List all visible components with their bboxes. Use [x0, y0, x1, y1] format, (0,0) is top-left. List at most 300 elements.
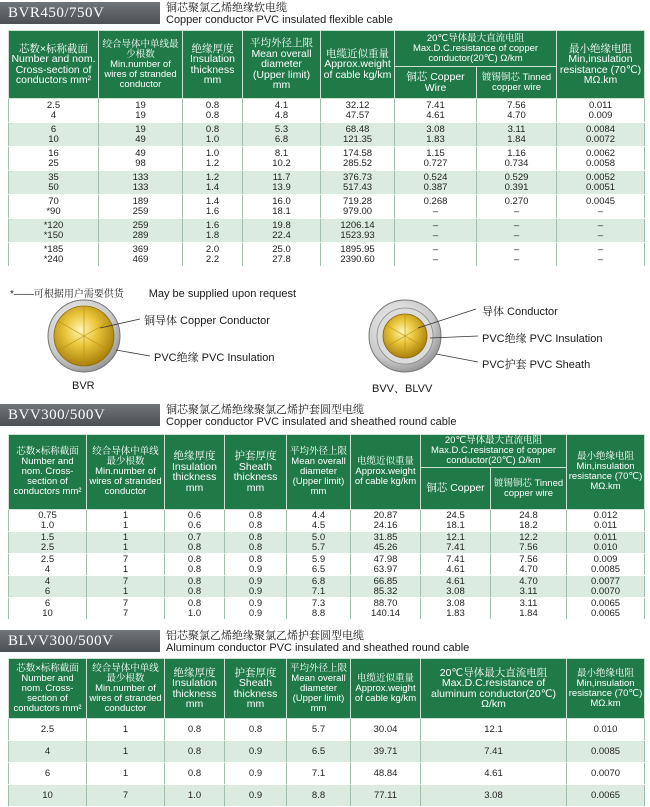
cell-value: 0.268: [423, 196, 448, 207]
cell-value: 0.6: [187, 510, 202, 521]
cell-value: 121.35: [342, 133, 373, 145]
cell-value: 0.8: [248, 532, 263, 543]
table-row: [9, 123, 645, 147]
table-cell: [9, 532, 87, 554]
cell-value: 0.9: [248, 563, 263, 575]
cell-value: 0.0070: [590, 585, 621, 597]
cell-value: –: [597, 253, 604, 265]
table-cell: [491, 532, 567, 554]
table-cell: [477, 171, 557, 195]
cell-value: 3.11: [519, 598, 538, 609]
cell-value: 4.8: [274, 109, 289, 121]
table-row: [9, 195, 645, 219]
cell-value: 174.58: [342, 148, 373, 159]
cell-value: 1.2: [205, 172, 220, 183]
cell-value: 1.0: [187, 607, 202, 619]
cell-value: 0.010: [593, 541, 618, 553]
table-cell: 0.9: [225, 763, 287, 785]
cell-value: 25: [48, 157, 59, 169]
table-cell: [491, 510, 567, 532]
table-cell: 0.0070: [567, 763, 645, 785]
bvv-cross-section: [369, 300, 478, 372]
cell-value: 0.7: [187, 532, 202, 543]
cell-value: 5.9: [311, 554, 326, 565]
table-cell: [243, 147, 321, 171]
cell-value: –: [513, 220, 520, 231]
cell-value: –: [513, 244, 520, 255]
table-cell: [491, 576, 567, 598]
cell-value: 2.5: [46, 100, 61, 111]
table-cell: [9, 147, 99, 171]
cell-value: 7.41: [446, 554, 465, 565]
table-cell: [567, 510, 645, 532]
cell-value: 20.87: [373, 510, 398, 521]
cell-value: 0.8: [187, 541, 202, 553]
table-cell: [243, 195, 321, 219]
cell-value: 7.1: [311, 585, 326, 597]
table-cell: [421, 532, 491, 554]
table-cell: 10: [9, 785, 87, 807]
table-cell: [9, 99, 99, 123]
table-cell: [477, 219, 557, 243]
header-min-wires: 绞合导体中单线最少根数 Min.number of wires of stranded conductor: [87, 435, 165, 510]
table-cell: [87, 576, 165, 598]
cell-value: 27.8: [272, 253, 291, 265]
cell-value: 7: [122, 607, 129, 619]
cell-value: 1.0: [40, 519, 55, 531]
cell-value: 19: [135, 109, 146, 121]
table-cell: [87, 554, 165, 576]
table-cell: [351, 554, 421, 576]
table-cell: [225, 510, 287, 532]
header-dc-resistance: 20℃导体最大直流电阻 Max.D.C.resistance of copper conductor(20℃) Ω/km: [421, 435, 567, 468]
table-cell: [165, 532, 225, 554]
cell-value: 35: [48, 172, 59, 183]
table-cell: [491, 554, 567, 576]
section-title-cn: 铜芯聚氯乙烯绝缘软电缆: [166, 2, 287, 14]
cell-value: 8.8: [311, 607, 326, 619]
table-cell: 0.8: [225, 719, 287, 741]
cell-value: 0.9: [248, 607, 263, 619]
cell-value: 2.5: [40, 541, 55, 553]
cell-value: 0.6: [187, 519, 202, 531]
cell-value: 0.0065: [590, 607, 621, 619]
header-insulation-thickness: 绝缘厚度 Insulation thickness mm: [165, 659, 225, 719]
cell-value: –: [597, 220, 604, 231]
table-cell: 1: [87, 719, 165, 741]
cell-value: 979.00: [342, 205, 373, 217]
cell-value: 469: [132, 253, 149, 265]
cell-value: 1.83: [426, 133, 445, 145]
cell-value: 1: [122, 585, 129, 597]
cell-value: 1.6: [205, 205, 220, 217]
header-min-wires: 绞合导体中单线最少根数 Min.number of wires of stranded conductor: [99, 31, 183, 99]
section-blvv-header: [0, 630, 650, 656]
table-cell: [395, 147, 477, 171]
cell-value: 1.0: [205, 148, 220, 159]
table-cell: 30.04: [351, 719, 421, 741]
header-min-insulation-resistance: 最小绝缘电阻 Min,insulation resistance (70℃) MΩ.km: [567, 435, 645, 510]
table-cell: 2.5: [9, 719, 87, 741]
cell-value: 12.1: [446, 532, 465, 543]
table-cell: 8.8: [287, 785, 351, 807]
cell-value: 376.73: [342, 172, 373, 183]
cell-value: 66.85: [373, 576, 398, 587]
header-mean-diameter: 平均外径上限 Mean overall diameter (Upper limit) mm: [243, 31, 321, 99]
cell-value: 7.56: [507, 100, 526, 111]
table-cell: [351, 532, 421, 554]
cell-value: 0.011: [593, 532, 618, 543]
cell-value: 4.70: [507, 109, 526, 121]
table-cell: [421, 554, 491, 576]
cell-value: 0.8: [205, 124, 220, 135]
header-copper-wire: 铜芯 Copper Wire: [395, 67, 477, 99]
table-cell: [183, 171, 243, 195]
table-cell: 0.8: [165, 741, 225, 763]
bvr-cross-section: [48, 300, 150, 372]
table-cell: [183, 195, 243, 219]
cell-value: 6.5: [311, 563, 326, 575]
cell-value: 47.98: [373, 554, 398, 565]
cell-value: 3.08: [426, 124, 445, 135]
cell-value: 0.8: [248, 510, 263, 521]
table-cell: [9, 195, 99, 219]
section-badge: BLVV300/500V: [0, 630, 160, 652]
cell-value: 189: [132, 196, 149, 207]
cell-value: 0.0062: [585, 148, 616, 159]
header-tinned-copper-wire: 镀锡铜芯 Tinned copper wire: [477, 67, 557, 99]
cell-value: 7.56: [519, 541, 538, 553]
cell-value: 259: [132, 205, 149, 217]
cell-value: 6: [44, 598, 51, 609]
table-cell: [287, 510, 351, 532]
table-cell: 1: [87, 763, 165, 785]
supply-note-cn: *——可根据用户需要供货: [10, 289, 124, 300]
header-approx-weight: 电缆近似重量 Approx.weight of cable kg/km: [351, 435, 421, 510]
table-cell: [491, 598, 567, 620]
cell-value: 0.75: [38, 510, 57, 521]
cell-value: 4.61: [446, 563, 465, 575]
cell-value: 7.41: [426, 100, 445, 111]
bvr-label-insulation: PVC绝缘 PVC Insulation: [154, 352, 275, 364]
header-sheath-thickness: 护套厚度 Sheath thickness mm: [225, 659, 287, 719]
cell-value: 1.83: [446, 607, 465, 619]
cell-value: 0.391: [504, 181, 529, 193]
header-approx-weight: 电缆近似重量 Approx.weight of cable kg/km: [321, 31, 395, 99]
section-title-en: Aluminum conductor PVC insulated and sheathed round cable: [166, 642, 470, 654]
cell-value: 0.8: [205, 109, 220, 121]
cell-value: 0.0085: [590, 563, 621, 575]
table-cell: [9, 219, 99, 243]
cable-cross-section-diagrams: [0, 298, 650, 398]
table-cell: [287, 576, 351, 598]
cell-value: 85.32: [373, 585, 398, 597]
cell-value: 98: [135, 157, 146, 169]
table-cell: [165, 510, 225, 532]
cell-value: 1.84: [519, 607, 538, 619]
cell-value: –: [513, 205, 520, 217]
section-bvr-header: [0, 2, 650, 28]
cell-value: 7: [122, 598, 129, 609]
cell-value: –: [597, 244, 604, 255]
table-row: [9, 532, 645, 554]
header-insulation-thickness: 绝缘厚度 Insulation thickness mm: [183, 31, 243, 99]
cell-value: 19.8: [272, 220, 291, 231]
table-cell: [99, 243, 183, 267]
cell-value: 259: [132, 220, 149, 231]
cell-value: 1.2: [205, 157, 220, 169]
table-cell: [395, 219, 477, 243]
table-cell: [243, 123, 321, 147]
cell-value: *150: [43, 229, 64, 241]
cell-value: –: [432, 244, 439, 255]
section-badge: BVR450/750V: [0, 2, 160, 24]
header-approx-weight: 电缆近似重量 Approx.weight of cable kg/km: [351, 659, 421, 719]
cell-value: 6.8: [274, 133, 289, 145]
table-cell: [321, 171, 395, 195]
cell-value: –: [432, 229, 439, 241]
cell-value: 7: [122, 576, 129, 587]
cell-value: 0.8: [187, 554, 202, 565]
header-tinned-copper-wire: 镀锡铜芯 Tinned copper wire: [491, 468, 567, 510]
cell-value: 1.6: [205, 220, 220, 231]
cell-value: 3.08: [446, 598, 465, 609]
cell-value: 2.5: [40, 554, 55, 565]
bvv-label-conductor: 导体 Conductor: [482, 306, 558, 318]
table-cell: [567, 532, 645, 554]
cell-value: 1: [122, 510, 129, 521]
table-cell: [421, 576, 491, 598]
section-title-cn: 铜芯聚氯乙烯绝缘聚氯乙烯护套圆型电缆: [166, 404, 364, 416]
table-cell: [557, 123, 645, 147]
table-cell: 6: [9, 763, 87, 785]
table-cell: [87, 598, 165, 620]
cell-value: 4: [44, 576, 51, 587]
cell-value: 5.3: [274, 124, 289, 135]
cell-value: 0.524: [423, 172, 448, 183]
cell-value: 24.8: [519, 510, 538, 521]
cell-value: 13.9: [272, 181, 291, 193]
cell-value: 1.84: [507, 133, 526, 145]
cell-value: 50: [48, 181, 59, 193]
cell-value: *90: [46, 205, 61, 217]
cell-value: 1: [122, 519, 129, 531]
table-cell: 1.0: [165, 785, 225, 807]
cell-value: 19: [135, 100, 146, 111]
table-cell: 0.8: [165, 719, 225, 741]
table-cell: [351, 598, 421, 620]
table-cell: [99, 123, 183, 147]
cell-value: 285.52: [342, 157, 373, 169]
cell-value: 10.2: [272, 157, 291, 169]
table-cell: [9, 243, 99, 267]
table-cell: 3.08: [421, 785, 567, 807]
cell-value: 0.009: [588, 109, 613, 121]
cell-value: –: [597, 229, 604, 241]
table-cell: [9, 171, 99, 195]
table-cell: [477, 195, 557, 219]
table-row: [9, 719, 645, 741]
cell-value: 0.387: [423, 181, 448, 193]
cell-value: 1.5: [40, 532, 55, 543]
cell-value: 18.1: [272, 205, 291, 217]
header-min-insulation-resistance: 最小绝缘电阻 Min,insulation resistance (70℃) MΩ.km: [557, 31, 645, 99]
cell-value: 0.0058: [585, 157, 616, 169]
bvv-caption: BVV、BLVV: [372, 383, 433, 395]
cell-value: 0.0052: [585, 172, 616, 183]
bvr-caption: BVR: [72, 380, 95, 392]
table-cell: [225, 532, 287, 554]
cell-value: 10: [48, 133, 59, 145]
cell-value: 16.0: [272, 196, 291, 207]
table-cell: [87, 532, 165, 554]
table-row: [9, 576, 645, 598]
table-cell: [165, 576, 225, 598]
table-cell: [421, 510, 491, 532]
cell-value: 0.8: [187, 598, 202, 609]
table-cell: [9, 123, 99, 147]
table-cell: 7.41: [421, 741, 567, 763]
cell-value: 63.97: [373, 563, 398, 575]
cell-value: –: [597, 205, 604, 217]
table-cell: [557, 99, 645, 123]
table-cell: [99, 219, 183, 243]
cell-value: 7.56: [519, 554, 538, 565]
cell-value: 1: [122, 541, 129, 553]
cell-value: 1: [122, 563, 129, 575]
bvr-label-conductor: 铜导体 Copper Conductor: [144, 315, 270, 327]
header-cross-section: 芯数×标称截面 Number and nom. Cross-section of conductors mm²: [9, 31, 99, 99]
table-cell: [321, 195, 395, 219]
table-row: [9, 147, 645, 171]
table-cell: [395, 171, 477, 195]
cell-value: 1.4: [205, 181, 220, 193]
table-cell: [99, 147, 183, 171]
table-cell: [9, 510, 87, 532]
table-cell: 12.1: [421, 719, 567, 741]
section-bvv-header: [0, 404, 650, 430]
cell-value: 1.4: [205, 196, 220, 207]
bvv-label-sheath: PVC护套 PVC Sheath: [482, 359, 591, 371]
cell-value: 1.15: [426, 148, 445, 159]
table-blvv: [8, 658, 645, 807]
cell-value: 7: [122, 554, 129, 565]
table-row: [9, 171, 645, 195]
table-cell: [567, 576, 645, 598]
cell-value: 18.1: [446, 519, 465, 531]
cell-value: 0.0065: [590, 598, 621, 609]
table-cell: [9, 598, 87, 620]
table-cell: [321, 123, 395, 147]
table-cell: [183, 123, 243, 147]
table-cell: [225, 554, 287, 576]
cell-value: 25.0: [272, 244, 291, 255]
cell-value: 289: [132, 229, 149, 241]
table-cell: [99, 99, 183, 123]
table-cell: [99, 171, 183, 195]
cell-value: 7.41: [446, 541, 465, 553]
cell-value: –: [432, 253, 439, 265]
table-cell: [477, 243, 557, 267]
cell-value: 6.8: [311, 576, 326, 587]
cell-value: 18.2: [519, 519, 538, 531]
cell-value: 1: [122, 532, 129, 543]
table-cell: [183, 147, 243, 171]
table-cell: [87, 510, 165, 532]
table-cell: [477, 123, 557, 147]
cell-value: 47.57: [345, 109, 370, 121]
cell-value: 1.16: [507, 148, 526, 159]
cell-value: 3.08: [446, 585, 465, 597]
section-title-en: Copper conductor PVC insulated and sheathed round cable: [166, 416, 457, 428]
cell-value: 0.8: [187, 576, 202, 587]
cell-value: 4.1: [274, 100, 289, 111]
cell-value: 133: [132, 172, 149, 183]
table-cell: [287, 532, 351, 554]
cell-value: 133: [132, 181, 149, 193]
table-cell: [395, 123, 477, 147]
cell-value: 0.8: [248, 519, 263, 531]
table-cell: [243, 99, 321, 123]
table-cell: [183, 219, 243, 243]
cell-value: 4.70: [519, 576, 538, 587]
cell-value: –: [513, 229, 520, 241]
section-badge: BVV300/500V: [0, 404, 160, 426]
cell-value: 0.9: [248, 576, 263, 587]
cell-value: 5.0: [311, 532, 326, 543]
cell-value: 16: [48, 148, 59, 159]
cell-value: 0.8: [187, 585, 202, 597]
cell-value: 0.734: [504, 157, 529, 169]
table-cell: 0.010: [567, 719, 645, 741]
table-cell: 7.1: [287, 763, 351, 785]
header-min-wires: 绞合导体中单线最少根数 Min.number of wires of stranded conductor: [87, 659, 165, 719]
cell-value: 2.2: [205, 253, 220, 265]
cell-value: –: [432, 220, 439, 231]
table-cell: [225, 598, 287, 620]
table-cell: [395, 195, 477, 219]
cell-value: 0.011: [593, 519, 618, 531]
cell-value: 2.0: [205, 244, 220, 255]
cell-value: 1.0: [205, 133, 220, 145]
table-cell: [183, 243, 243, 267]
table-cell: [165, 598, 225, 620]
header-cross-section: 芯数×标称截面 Number and nom. Cross-section of conductors mm²: [9, 659, 87, 719]
table-cell: 4: [9, 741, 87, 763]
table-cell: [243, 219, 321, 243]
table-row: [9, 554, 645, 576]
table-cell: [477, 147, 557, 171]
table-cell: 0.9: [225, 741, 287, 763]
table-cell: [557, 147, 645, 171]
cell-value: 1895.95: [340, 244, 375, 255]
cell-value: 11.7: [272, 172, 291, 183]
table-cell: 77.11: [351, 785, 421, 807]
cell-value: 0.009: [593, 554, 618, 565]
header-insulation-thickness: 绝缘厚度 Insulation thickness mm: [165, 435, 225, 510]
table-cell: [421, 598, 491, 620]
table-cell: [395, 243, 477, 267]
bvv-label-insulation: PVC绝缘 PVC Insulation: [482, 333, 603, 345]
table-cell: [165, 554, 225, 576]
cell-value: –: [432, 205, 439, 217]
header-cross-section: 芯数×标称截面 Number and nom. Cross-section of conductors mm²: [9, 435, 87, 510]
cell-value: 0.8: [205, 100, 220, 111]
table-cell: 0.0065: [567, 785, 645, 807]
table-cell: 5.7: [287, 719, 351, 741]
cell-value: 0.529: [504, 172, 529, 183]
supply-note-en: May be supplied upon request: [148, 288, 297, 300]
